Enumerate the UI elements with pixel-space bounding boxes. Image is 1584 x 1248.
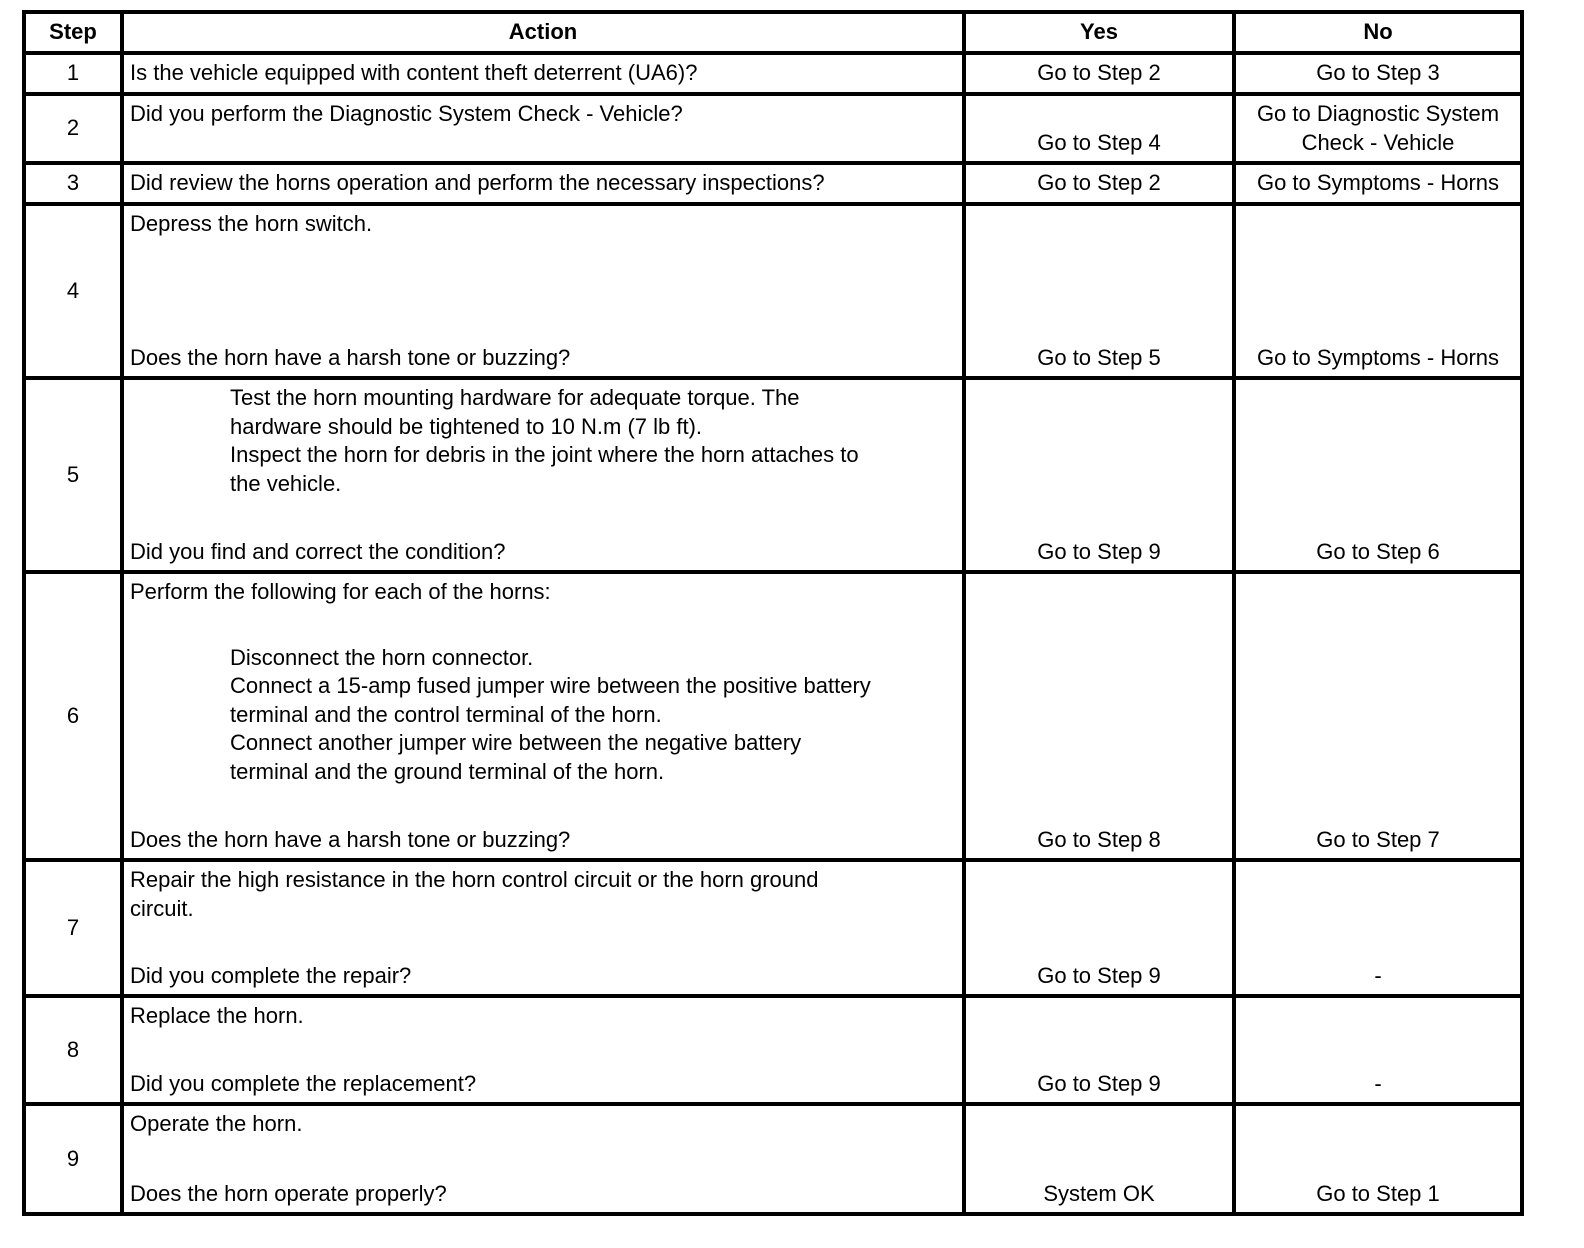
no-result: Check - Vehicle bbox=[1301, 129, 1455, 155]
yes-content bbox=[966, 998, 1232, 1102]
header-step: Step bbox=[24, 12, 122, 53]
no-cell bbox=[1234, 860, 1522, 996]
indented-line: Disconnect the horn connector. bbox=[230, 644, 534, 670]
action-cell bbox=[122, 996, 964, 1104]
no-cell bbox=[1234, 996, 1522, 1104]
no-content bbox=[1236, 380, 1520, 570]
no-result: Go to Step 3 bbox=[1316, 60, 1440, 86]
indented-line: Connect another jumper wire between the negative battery bbox=[230, 730, 802, 755]
action-content bbox=[124, 1106, 962, 1212]
yes-cell bbox=[964, 163, 1234, 204]
action-instructions bbox=[130, 59, 956, 88]
action-content bbox=[124, 165, 962, 202]
yes-cell bbox=[964, 860, 1234, 996]
no-result: Go to Step 1 bbox=[1316, 1180, 1440, 1206]
table-row bbox=[24, 860, 1522, 996]
indented-line: terminal and the ground terminal of the horn. bbox=[230, 758, 665, 784]
yes-cell bbox=[964, 204, 1234, 378]
step-number: 2 bbox=[24, 94, 122, 163]
indented-line: hardware should be tightened to 10 N.m (7 lb ft). bbox=[230, 413, 703, 439]
step-number: 3 bbox=[24, 163, 122, 204]
action-instructions bbox=[130, 578, 956, 786]
step-number: 6 bbox=[24, 572, 122, 860]
yes-content bbox=[966, 96, 1232, 161]
step-number: 1 bbox=[24, 53, 122, 94]
indented-steps bbox=[130, 644, 956, 787]
no-content bbox=[1236, 206, 1520, 376]
table-row bbox=[24, 53, 1522, 94]
yes-content bbox=[966, 380, 1232, 570]
table-row bbox=[24, 163, 1522, 204]
header-no: No bbox=[1234, 12, 1522, 53]
action-cell bbox=[122, 204, 964, 378]
no-result: - bbox=[1374, 962, 1382, 988]
action-content bbox=[124, 998, 962, 1102]
step-number: 8 bbox=[24, 996, 122, 1104]
yes-result: Go to Step 9 bbox=[1037, 538, 1161, 564]
action-content bbox=[124, 206, 962, 376]
action-question: Did you complete the replacement? bbox=[130, 1070, 477, 1096]
action-line: Depress the horn switch. bbox=[130, 211, 373, 236]
table-row bbox=[24, 1104, 1522, 1214]
yes-content bbox=[966, 862, 1232, 994]
yes-content bbox=[966, 1106, 1232, 1212]
action-line: Perform the following for each of the horns: bbox=[130, 579, 551, 604]
action-line: Replace the horn. bbox=[130, 1003, 304, 1028]
action-line: Operate the horn. bbox=[130, 1111, 303, 1136]
table-row bbox=[24, 996, 1522, 1104]
header-action: Action bbox=[122, 12, 964, 53]
yes-content bbox=[966, 206, 1232, 376]
action-question: Does the horn operate properly? bbox=[130, 1180, 447, 1206]
yes-result: Go to Step 9 bbox=[1037, 1070, 1161, 1096]
yes-cell bbox=[964, 53, 1234, 94]
action-instructions bbox=[130, 1002, 956, 1031]
step-number: 4 bbox=[24, 204, 122, 378]
no-content bbox=[1236, 862, 1520, 994]
no-content bbox=[1236, 55, 1520, 92]
step-number: 5 bbox=[24, 378, 122, 572]
action-line: Did you perform the Diagnostic System Check - Vehicle? bbox=[130, 101, 683, 126]
yes-content bbox=[966, 574, 1232, 858]
no-result: Go to Diagnostic System bbox=[1256, 101, 1500, 126]
table-row bbox=[24, 94, 1522, 163]
no-result: Go to Symptoms - Horns bbox=[1256, 344, 1500, 370]
no-content bbox=[1236, 96, 1520, 161]
no-cell bbox=[1234, 94, 1522, 163]
action-cell bbox=[122, 163, 964, 204]
yes-result: Go to Step 2 bbox=[1037, 60, 1161, 86]
yes-cell bbox=[964, 572, 1234, 860]
action-cell bbox=[122, 53, 964, 94]
action-line: Repair the high resistance in the horn control circuit or the horn ground bbox=[130, 867, 819, 892]
action-instructions bbox=[130, 866, 956, 923]
yes-result: Go to Step 5 bbox=[1037, 344, 1161, 370]
table-row bbox=[24, 572, 1522, 860]
no-content bbox=[1236, 165, 1520, 202]
indented-line: Inspect the horn for debris in the joint where the horn attaches to bbox=[230, 442, 859, 467]
indented-line: Connect a 15-amp fused jumper wire between the positive battery bbox=[230, 673, 871, 698]
indented-steps bbox=[130, 384, 956, 498]
action-question: Did you find and correct the condition? bbox=[130, 538, 506, 564]
yes-result: System OK bbox=[1043, 1180, 1155, 1206]
action-content bbox=[124, 96, 962, 161]
yes-content bbox=[966, 165, 1232, 202]
action-instructions bbox=[130, 210, 956, 239]
indented-line: the vehicle. bbox=[230, 470, 342, 496]
action-instructions bbox=[130, 100, 956, 129]
action-cell bbox=[122, 1104, 964, 1214]
yes-result: Go to Step 4 bbox=[1037, 129, 1161, 155]
no-cell bbox=[1234, 378, 1522, 572]
header-yes: Yes bbox=[964, 12, 1234, 53]
yes-cell bbox=[964, 378, 1234, 572]
no-result: Go to Symptoms - Horns bbox=[1256, 170, 1500, 196]
action-instructions bbox=[130, 169, 956, 198]
no-content bbox=[1236, 574, 1520, 858]
action-instructions bbox=[130, 1110, 956, 1139]
no-cell bbox=[1234, 163, 1522, 204]
indented-line: terminal and the control terminal of the horn. bbox=[230, 701, 662, 727]
action-line: Did review the horns operation and perform the necessary inspections? bbox=[130, 170, 825, 196]
indented-line: Test the horn mounting hardware for adequate torque. The bbox=[230, 385, 800, 410]
no-cell bbox=[1234, 1104, 1522, 1214]
action-cell bbox=[122, 94, 964, 163]
action-line: Is the vehicle equipped with content theft deterrent (UA6)? bbox=[130, 60, 698, 86]
yes-cell bbox=[964, 94, 1234, 163]
yes-content bbox=[966, 55, 1232, 92]
action-content bbox=[124, 574, 962, 858]
table-row bbox=[24, 378, 1522, 572]
no-result: Go to Step 7 bbox=[1316, 826, 1440, 852]
action-question: Did you complete the repair? bbox=[130, 962, 412, 988]
no-content bbox=[1236, 998, 1520, 1102]
action-content bbox=[124, 55, 962, 92]
header-row bbox=[24, 12, 1522, 53]
no-cell bbox=[1234, 53, 1522, 94]
diagnostic-table bbox=[22, 10, 1524, 1216]
action-cell bbox=[122, 860, 964, 996]
step-number: 7 bbox=[24, 860, 122, 996]
no-cell bbox=[1234, 572, 1522, 860]
action-content bbox=[124, 380, 962, 570]
table-row bbox=[24, 204, 1522, 378]
yes-cell bbox=[964, 1104, 1234, 1214]
action-question: Does the horn have a harsh tone or buzzing? bbox=[130, 826, 571, 852]
no-content bbox=[1236, 1106, 1520, 1212]
yes-cell bbox=[964, 996, 1234, 1104]
yes-result: Go to Step 8 bbox=[1037, 826, 1161, 852]
action-cell bbox=[122, 572, 964, 860]
action-line: circuit. bbox=[130, 895, 194, 921]
action-cell bbox=[122, 378, 964, 572]
step-number: 9 bbox=[24, 1104, 122, 1214]
no-result: - bbox=[1374, 1070, 1382, 1096]
yes-result: Go to Step 9 bbox=[1037, 962, 1161, 988]
action-content bbox=[124, 862, 962, 994]
no-result: Go to Step 6 bbox=[1316, 538, 1440, 564]
yes-result: Go to Step 2 bbox=[1037, 170, 1161, 196]
action-question: Does the horn have a harsh tone or buzzing? bbox=[130, 344, 571, 370]
action-instructions bbox=[130, 384, 956, 498]
no-cell bbox=[1234, 204, 1522, 378]
